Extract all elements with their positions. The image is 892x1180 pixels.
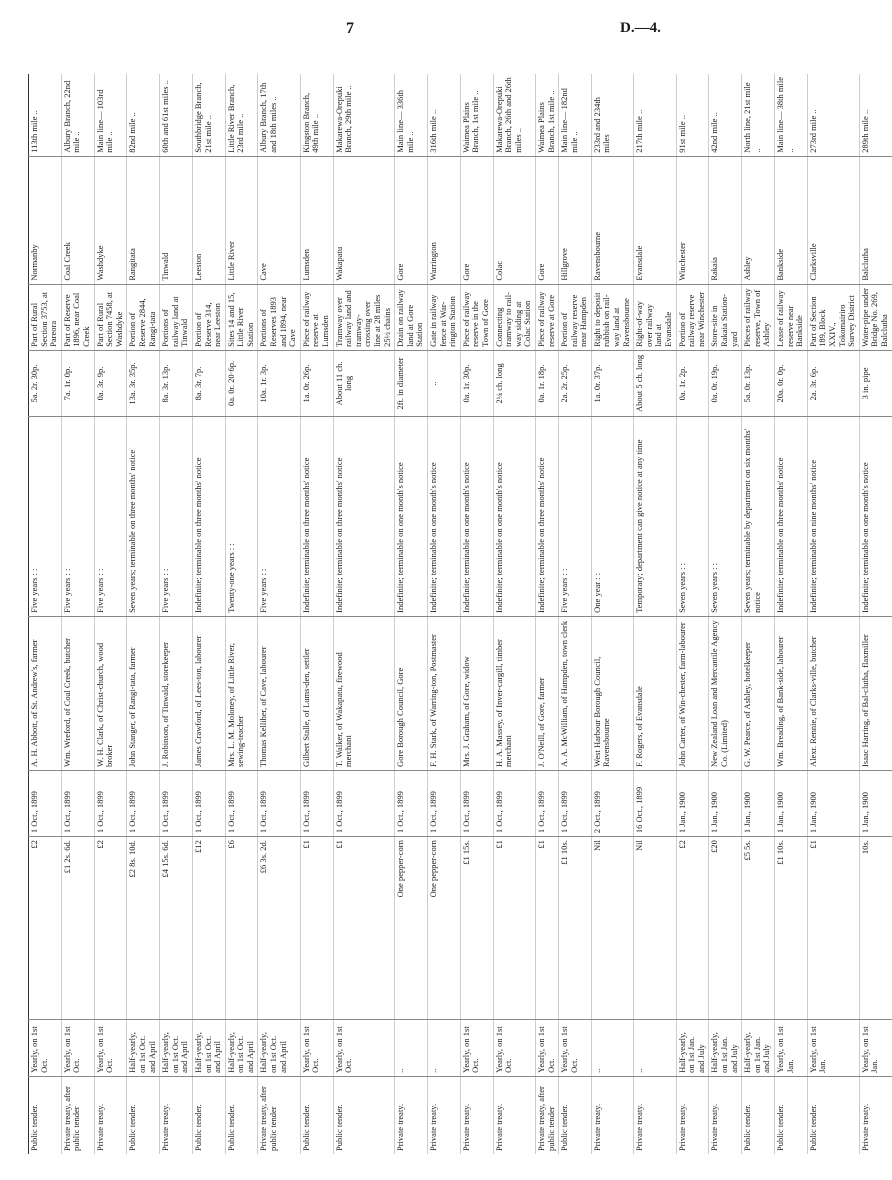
- table-row: [535, 74, 558, 1154]
- date-of-lease-cell: 1 Oct., 1899: [559, 770, 592, 836]
- how-disposed-cell: Private treaty.: [395, 1076, 428, 1154]
- how-disposed-cell: Public tender.: [29, 1076, 62, 1154]
- date-of-lease-cell: 1 Oct., 1899: [535, 770, 558, 836]
- station-cell: Wakapatu: [333, 156, 395, 284]
- how-disposed-cell: Private treaty.: [94, 1076, 127, 1154]
- station-cell: Balclutha: [859, 156, 891, 284]
- date-of-lease-cell: 1 Oct., 1899: [29, 770, 62, 836]
- payment-terms-cell: ..: [591, 1019, 633, 1076]
- area-cell: About 5 ch. long: [634, 350, 676, 416]
- rent-cell: Nil: [591, 837, 633, 1020]
- mileage-cell: Main line— 336th mile ..: [395, 89, 415, 153]
- rent-cell: One pepper-corn: [427, 837, 460, 1020]
- how-disposed-cell: Private treaty.: [676, 1076, 709, 1154]
- mileage-cell: Little River Branch, 23rd mile ..: [225, 84, 246, 153]
- station-cell: Gore: [460, 156, 493, 284]
- description-cell: Portions of Reserves 1893 and 1894, near Cave: [258, 284, 300, 350]
- rent-cell: £2: [29, 837, 62, 1020]
- area-cell: 0a. 1r. 30p.: [460, 350, 493, 416]
- lessee-cell: J. O'Neill, of Gore, farmer: [535, 616, 558, 770]
- table-row: [258, 74, 300, 1154]
- table-row: [591, 74, 633, 1154]
- mileage-cell: 273rd mile ..: [807, 109, 818, 153]
- term-cell: Twenty-one years : :: [225, 417, 258, 617]
- area-cell: 7a. 1r. 0p.: [61, 350, 94, 416]
- how-disposed-cell: Public tender.: [333, 1076, 395, 1154]
- how-disposed-cell: Public tender.: [742, 1076, 775, 1154]
- station-cell: Warrington: [427, 156, 460, 284]
- payment-terms-cell: Yearly, on 1st Oct.: [94, 1019, 127, 1076]
- term-cell: Indefinite; terminable on one month's notice: [395, 417, 428, 617]
- station-cell: Gore: [395, 156, 428, 284]
- area-cell: 0a. 0r. 20·6p.: [225, 350, 258, 416]
- lessee-cell: John Stanger, of Rangi-tata, farmer: [127, 616, 160, 770]
- rent-cell: £2: [94, 837, 127, 1020]
- mileage-cell: 42nd mile ..: [709, 112, 720, 153]
- lessee-cell: H. A. Massey, of Inver-cargill, timber merchant: [493, 616, 535, 770]
- rent-cell: £1: [493, 837, 535, 1020]
- area-cell: 13a. 3r. 35p.: [127, 350, 160, 416]
- description-cell: Portion of railway reserve near Winchester: [676, 284, 709, 350]
- how-disposed-cell: Public tender.: [774, 1076, 807, 1154]
- rent-cell: £4 15s. 6d.: [160, 837, 193, 1020]
- lessee-cell: Wm. Breading, of Bank-side, labourer: [774, 616, 807, 770]
- lessee-cell: T. Walker, of Wakapatu, firewood merchant: [333, 616, 395, 770]
- table-row: [460, 74, 493, 1154]
- table-row: [29, 74, 62, 1154]
- term-cell: Indefinite; terminable on one month's notice: [427, 417, 460, 617]
- rent-cell: £1: [300, 837, 333, 1020]
- how-disposed-cell: Private treaty.: [460, 1076, 493, 1154]
- how-disposed-cell: Private treaty.: [427, 1076, 460, 1154]
- table-row: [427, 74, 460, 1154]
- date-of-lease-cell: 1 Jan., 1900: [676, 770, 709, 836]
- how-disposed-cell: Public tender.: [559, 1076, 592, 1154]
- date-of-lease-cell: 2 Oct., 1899: [591, 770, 633, 836]
- payment-terms-cell: Yearly, on 1st Oct.: [333, 1019, 395, 1076]
- lessee-cell: Isaac Harring, of Bal-clutha, flaxmiller: [859, 616, 891, 770]
- lessee-cell: F. H. Stark, of Warring-ton, Postmaster: [427, 616, 460, 770]
- rent-cell: £1 15s.: [460, 837, 493, 1020]
- payment-terms-cell: Half-yearly, on 1st Oct. and April: [258, 1019, 300, 1076]
- payment-terms-cell: Half-yearly, on 1st Jan. and July: [742, 1019, 775, 1076]
- payment-terms-cell: Yearly, on 1st Oct.: [61, 1019, 94, 1076]
- lessee-cell: John Carter, of Win-chester, farm-labourer: [676, 616, 709, 770]
- rent-cell: £5 5s.: [742, 837, 775, 1020]
- table-row: [300, 74, 333, 1154]
- payment-terms-cell: Half-yearly, on 1st Oct. and April: [225, 1019, 258, 1076]
- station-cell: Rangitata: [127, 156, 160, 284]
- area-cell: 2¼ ch. long: [493, 350, 535, 416]
- how-disposed-cell: Private treaty.: [709, 1076, 742, 1154]
- how-disposed-cell: Private treaty.: [859, 1076, 891, 1154]
- rent-cell: £1 10s.: [774, 837, 807, 1020]
- rent-cell: £20: [709, 837, 742, 1020]
- mileage-cell: Main line— 182nd mile ..: [559, 88, 579, 153]
- term-cell: Temporary; department can give notice at any time: [634, 417, 676, 617]
- date-of-lease-cell: 1 Jan., 1900: [742, 770, 775, 836]
- station-cell: Rakaia: [709, 156, 742, 284]
- station-cell: Coal Creek: [61, 156, 94, 284]
- payment-terms-cell: Yearly, on 1st Oct.: [29, 1019, 62, 1076]
- rent-cell: £12: [192, 837, 225, 1020]
- rent-cell: One pepper-corn: [395, 837, 428, 1020]
- how-disposed-cell: Public tender.: [300, 1076, 333, 1154]
- date-of-lease-cell: 1 Oct., 1899: [493, 770, 535, 836]
- lessee-cell: J. Robinson, of Tinwald, storekeeper: [160, 616, 193, 770]
- mileage-cell: Main line— 38th mile ..: [774, 76, 795, 153]
- how-disposed-cell: Private treaty, after public tender: [61, 1076, 94, 1154]
- description-cell: Piece of railway reserve at Lumsden: [300, 284, 333, 350]
- area-cell: 20a. 0r. 0p.: [774, 350, 807, 416]
- table-row: [634, 74, 676, 1154]
- table-row: [859, 74, 891, 1154]
- station-cell: Little River: [225, 156, 258, 284]
- station-cell: Hillgrove: [559, 156, 592, 284]
- description-cell: Store-site in Rakaia Station-yard: [709, 284, 742, 350]
- term-cell: Five years : :: [94, 417, 127, 617]
- date-of-lease-cell: 1 Oct., 1899: [127, 770, 160, 836]
- mileage-cell: Southbridge Branch, 21st mile ..: [192, 82, 213, 153]
- table-row: [493, 74, 535, 1154]
- description-cell: Gate in railway fence at War-rington Station: [427, 284, 460, 350]
- how-disposed-cell: Private treaty, after public tender: [258, 1076, 300, 1154]
- description-cell: Part of Reserve 1896, near Coal Creek: [61, 284, 94, 350]
- table-row: [127, 74, 160, 1154]
- payment-terms-cell: ..: [395, 1019, 428, 1076]
- station-cell: Clarksville: [807, 156, 859, 284]
- description-cell: Lease of railway reserve near Bankside: [774, 284, 807, 350]
- payment-terms-cell: Yearly, on 1st Oct.: [460, 1019, 493, 1076]
- description-cell: Tramway over railway land and tramway-crossing over line at 28 miles 25½ chains: [333, 284, 395, 350]
- mileage-cell: 316th mile ..: [427, 109, 438, 153]
- area-cell: 10a. 1r. 3p.: [258, 350, 300, 416]
- lessee-cell: Alexr. Rennie, of Clarks-ville, butcher: [807, 616, 859, 770]
- lessee-cell: West Harbour Borough Council, Ravensbourne: [591, 616, 633, 770]
- station-cell: Gore: [535, 156, 558, 284]
- mileage-cell: Albury Branch, 22nd mile ..: [61, 80, 82, 153]
- table-row: [559, 74, 592, 1154]
- station-cell: Cave: [258, 156, 300, 284]
- mileage-cell: North line, 21st mile ..: [742, 82, 762, 153]
- term-cell: Indefinite; terminable on three months' notice: [535, 417, 558, 617]
- term-cell: Five years : :: [61, 417, 94, 617]
- description-cell: Drain on railway land at Gore Station: [395, 284, 428, 350]
- area-cell: 0a. 3r. 9p.: [94, 350, 127, 416]
- how-disposed-cell: Private treaty.: [493, 1076, 535, 1154]
- page-number: 7: [346, 20, 354, 37]
- term-cell: Five years : :: [258, 417, 300, 617]
- date-of-lease-cell: 1 Oct., 1899: [225, 770, 258, 836]
- lessee-cell: W. H. Clark, of Christ-church, wood broker: [94, 616, 127, 770]
- how-disposed-cell: Public tender.: [127, 1076, 160, 1154]
- term-cell: Indefinite; terminable on nine months' notice: [807, 417, 859, 617]
- term-cell: Indefinite; terminable on one month's notice: [493, 417, 535, 617]
- description-cell: Piece of railway reserve in the Town of Gore: [460, 284, 493, 350]
- mileage-cell: 289th mile ..: [859, 109, 870, 153]
- lessee-cell: Mrs. L. M. Moloney, of Little River, sewing-teacher: [225, 616, 258, 770]
- how-disposed-cell: Private treaty.: [634, 1076, 676, 1154]
- mileage-cell: Albury Branch, 17th and 18th miles ..: [258, 82, 279, 153]
- mileage-cell: Main line— 103rd mile ..: [94, 89, 115, 153]
- area-cell: 8a. 3r. 13p.: [160, 350, 193, 416]
- area-cell: 2a. 2r. 25p.: [559, 350, 592, 416]
- description-cell: Portion of Reserve 2844, Rangi-tata: [127, 284, 160, 350]
- term-cell: Seven years : :: [676, 417, 709, 617]
- lessee-cell: James Crawford, of Lees-ton, labourer: [192, 616, 225, 770]
- payment-terms-cell: Yearly, on 1st Oct.: [535, 1019, 558, 1076]
- date-of-lease-cell: 1 Oct., 1899: [460, 770, 493, 836]
- description-cell: Right-of-way over railway land at Evansdale: [634, 284, 676, 350]
- area-cell: 2a. 3r. 6p.: [807, 350, 859, 416]
- term-cell: Five years : :: [559, 417, 592, 617]
- description-cell: Portion of railway reserve near Hampden: [559, 284, 592, 350]
- rent-cell: £1 2s. 6d.: [61, 837, 94, 1020]
- area-cell: 1a. 0r. 37p.: [591, 350, 633, 416]
- date-of-lease-cell: 1 Oct., 1899: [395, 770, 428, 836]
- payment-terms-cell: Half-yearly, on 1st Jan. and July: [709, 1019, 742, 1076]
- table-row: [807, 74, 859, 1154]
- rent-cell: £2 8s. 10d.: [127, 837, 160, 1020]
- station-cell: Bankside: [774, 156, 807, 284]
- how-disposed-cell: Private treaty, after public tender: [535, 1076, 558, 1154]
- how-disposed-cell: Private treaty.: [160, 1076, 193, 1154]
- payment-terms-cell: Half-yearly, on 1st Jan. and July: [676, 1019, 709, 1076]
- term-cell: Indefinite; terminable on one month's notice: [460, 417, 493, 617]
- term-cell: Seven years; terminable by department on six months' notice: [742, 417, 775, 617]
- date-of-lease-cell: 1 Oct., 1899: [300, 770, 333, 836]
- station-cell: Normanby: [29, 156, 62, 284]
- station-cell: Evansdale: [634, 156, 676, 284]
- area-cell: 5a. 2r. 30p.: [29, 350, 62, 416]
- area-cell: ..: [427, 350, 460, 416]
- table-row: [333, 74, 395, 1154]
- station-cell: Washdyke: [94, 156, 127, 284]
- date-of-lease-cell: 1 Jan., 1900: [774, 770, 807, 836]
- payment-terms-cell: Half-yearly, on 1st Oct. and April: [192, 1019, 225, 1076]
- mileage-cell: 91st mile ..: [676, 115, 687, 153]
- rent-cell: £1: [333, 837, 395, 1020]
- term-cell: Indefinite; terminable on three months' notice: [333, 417, 395, 617]
- area-cell: 5a. 0r. 13p.: [742, 350, 775, 416]
- date-of-lease-cell: 1 Oct., 1899: [427, 770, 460, 836]
- table-row: [395, 74, 428, 1154]
- payment-terms-cell: ..: [427, 1019, 460, 1076]
- area-cell: 2ft. in diameter: [395, 350, 428, 416]
- term-cell: Indefinite; terminable on three months' notice: [192, 417, 225, 617]
- how-disposed-cell: Public tender.: [192, 1076, 225, 1154]
- payment-terms-cell: ..: [634, 1019, 676, 1076]
- station-cell: Winchester: [676, 156, 709, 284]
- railway-leases-table: [28, 74, 892, 1154]
- date-of-lease-cell: 16 Oct., 1899: [634, 770, 676, 836]
- station-cell: Colac: [493, 156, 535, 284]
- rent-cell: Nil: [634, 837, 676, 1020]
- area-cell: 8a. 3r. 7p.: [192, 350, 225, 416]
- description-cell: Water-pipe under Bridge No. 269, Balclutha: [859, 284, 891, 350]
- table-row: [94, 74, 127, 1154]
- mileage-cell: 113th mile ..: [29, 110, 39, 153]
- date-of-lease-cell: 1 Jan., 1900: [807, 770, 859, 836]
- lessee-cell: A. H. Abbott, of St. Andrew's, farmer: [29, 616, 62, 770]
- date-of-lease-cell: 1 Jan., 1900: [859, 770, 891, 836]
- table-body: [29, 74, 892, 1154]
- rent-cell: £1 10s.: [559, 837, 592, 1020]
- date-of-lease-cell: 1 Oct., 1899: [333, 770, 395, 836]
- mileage-cell: 233rd and 234th miles: [591, 97, 612, 153]
- description-cell: Sites 14 and 15, Little River Station: [225, 284, 258, 350]
- mileage-cell: Waimea Plains Branch, 1st mile ..: [535, 90, 556, 153]
- description-cell: Part of Rural Section 7458, at Washdyke: [94, 284, 127, 350]
- mileage-cell: Makarewa-Orepuki Branch, 26th and 26th miles ..: [493, 77, 523, 153]
- term-cell: Seven years; terminable on three months' notice: [127, 417, 160, 617]
- payment-terms-cell: Yearly, on 1st Jan.: [807, 1019, 859, 1076]
- payment-terms-cell: Yearly, on 1st Oct.: [493, 1019, 535, 1076]
- table-row: [225, 74, 258, 1154]
- how-disposed-cell: Public tender.: [225, 1076, 258, 1154]
- station-cell: Ravensbourne: [591, 156, 633, 284]
- term-cell: Five years : :: [29, 417, 62, 617]
- table-row: [676, 74, 709, 1154]
- payment-terms-cell: Yearly, on 1st Oct.: [559, 1019, 592, 1076]
- date-of-lease-cell: 1 Jan., 1900: [709, 770, 742, 836]
- payment-terms-cell: Yearly, on 1st Jan.: [774, 1019, 807, 1076]
- payment-terms-cell: Yearly, on 1st Jan.: [859, 1019, 891, 1076]
- rent-cell: £2: [676, 837, 709, 1020]
- mileage-cell: Kingston Branch, 49th mile ..: [300, 92, 321, 153]
- station-cell: Leeston: [192, 156, 225, 284]
- date-of-lease-cell: 1 Oct., 1899: [160, 770, 193, 836]
- area-cell: About 11 ch. long: [333, 350, 395, 416]
- lessee-cell: New Zealand Loan and Mercantile Agency Co. (Limited): [709, 616, 742, 770]
- mileage-cell: Makarewa-Orepuki Branch, 29th mile ..: [333, 85, 354, 153]
- how-disposed-cell: Private treaty.: [591, 1076, 633, 1154]
- mileage-cell: Waimea Plains Branch, 1st mile ..: [460, 90, 481, 153]
- lessee-cell: Wm. Wreford, of Coal Creek, butcher: [61, 616, 94, 770]
- table-row: [192, 74, 225, 1154]
- term-cell: Seven years : :: [709, 417, 742, 617]
- rent-cell: £1: [535, 837, 558, 1020]
- description-cell: Piece of railway reserve at Gore: [535, 284, 558, 350]
- description-cell: Right to deposit rubbish on rail-way land at Ravensbourne: [591, 284, 633, 350]
- mileage-cell: 60th and 61st miles ..: [160, 80, 171, 153]
- payment-terms-cell: Half-yearly, on 1st Oct. and April: [127, 1019, 160, 1076]
- description-cell: Pieces of railway reserve, Town of Ashley: [742, 284, 775, 350]
- lessee-cell: Gore Borough Council, Gore: [395, 616, 428, 770]
- term-cell: One year : :: [591, 417, 633, 617]
- table-row: [160, 74, 193, 1154]
- description-cell: Connecting tramway to rail-way siding at Colac Station: [493, 284, 535, 350]
- table-row: [774, 74, 807, 1154]
- date-of-lease-cell: 1 Oct., 1899: [258, 770, 300, 836]
- rent-cell: £1: [807, 837, 859, 1020]
- description-cell: Portions of railway land at Tinwald: [160, 284, 193, 350]
- description-cell: Part of Rural Section 3753, at Pareora: [29, 284, 62, 350]
- station-cell: Tinwald: [160, 156, 193, 284]
- description-cell: Part of Section 189, Block XXIV., Tokomairiro Survey District: [807, 284, 859, 350]
- payment-terms-cell: Half-yearly, on 1st Oct. and April: [160, 1019, 193, 1076]
- term-cell: Indefinite; terminable on three months' notice: [774, 417, 807, 617]
- lessee-cell: Thomas Kelliher, of Cave, labourer: [258, 616, 300, 770]
- term-cell: Indefinite; terminable on one month's notice: [859, 417, 891, 617]
- area-cell: 3 in. pipe: [859, 350, 891, 416]
- date-of-lease-cell: 1 Oct., 1899: [94, 770, 127, 836]
- lessee-cell: A. A. McWilliam, of Hampden, town clerk: [559, 616, 592, 770]
- area-cell: 0a. 1r. 18p.: [535, 350, 558, 416]
- station-cell: Ashley: [742, 156, 775, 284]
- date-of-lease-cell: 1 Oct., 1899: [61, 770, 94, 836]
- rent-cell: £6 3s. 2d.: [258, 837, 300, 1020]
- lessee-cell: F. Rogers, of Evansdale: [634, 616, 676, 770]
- how-disposed-cell: Public tender.: [807, 1076, 859, 1154]
- table-row: [709, 74, 742, 1154]
- mileage-cell: 82nd mile ..: [127, 112, 138, 153]
- area-cell: 0a. 0r. 19p.: [709, 350, 742, 416]
- table-row: [61, 74, 94, 1154]
- payment-terms-cell: Yearly, on 1st Oct.: [300, 1019, 333, 1076]
- area-cell: 0a. 1r. 2p.: [676, 350, 709, 416]
- document-reference: D.—4.: [620, 20, 661, 36]
- term-cell: Indefinite; terminable on three months' notice: [300, 417, 333, 617]
- lessee-cell: Gilbert Stalle, of Lums-den, settler: [300, 616, 333, 770]
- rent-cell: 10s.: [859, 837, 891, 1020]
- description-cell: Portion of Reserve 314, near Leeston: [192, 284, 225, 350]
- mileage-cell: 217th mile ..: [634, 109, 645, 153]
- date-of-lease-cell: 1 Oct., 1899: [192, 770, 225, 836]
- station-cell: Lumsden: [300, 156, 333, 284]
- term-cell: Five years : :: [160, 417, 193, 617]
- area-cell: 1a. 0r. 26p.: [300, 350, 333, 416]
- rotated-lease-table: [28, 74, 889, 1154]
- lessee-cell: G. W. Pearce, of Ashley, hotelkeeper: [742, 616, 775, 770]
- table-row: [742, 74, 775, 1154]
- rent-cell: £6: [225, 837, 258, 1020]
- lessee-cell: Mrs. J. Graham, of Gore, widow: [460, 616, 493, 770]
